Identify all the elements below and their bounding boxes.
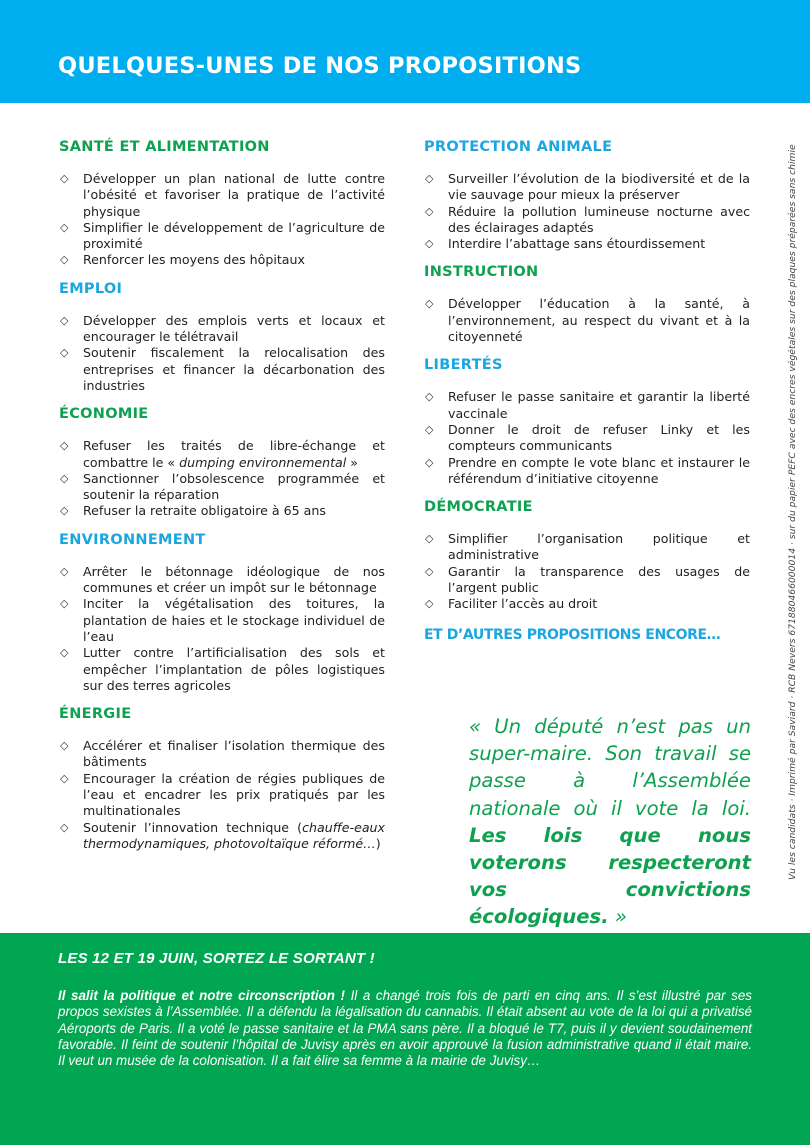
left-column	[59, 137, 385, 862]
footer-body: Il a changé trois fois de parti en cinq ans. Il s’est illustré par ses propos sexistes à l’Assemblée. Il a défendu la légalisation du cannabis. Il était absent au vote de la loi qui a privatisé Aéroports de Paris. Il a voté le passe sanitaire et la PMA sans père. Il a bloqué le T7, puis il y devient soudainement favorable. Il feint de soutenir l’hôpital de Juvisy après en avoir approuvé la fusion administrative quand il était maire. Il veut un musée de la colonisation. Il a fait élire sa femme à la mairie de Juvisy…	[58, 988, 752, 1069]
section-heading: DÉMOCRATIE	[424, 499, 533, 516]
list-item	[59, 820, 385, 853]
section-heading: ÉCONOMIE	[59, 406, 149, 423]
section-sante-et-alimentation	[59, 137, 385, 269]
list-item	[424, 389, 750, 422]
diamond-bullet-icon: ◇	[425, 532, 434, 546]
list-item-text: Arrêter le bétonnage idéologique de nos communes et créer un impôt sur le bétonnage	[83, 563, 385, 596]
section-democratie	[424, 497, 750, 612]
list-item	[59, 345, 385, 394]
proposal-list	[424, 171, 750, 252]
list-item	[59, 220, 385, 253]
diamond-bullet-icon: ◇	[425, 597, 434, 611]
section-economie	[59, 404, 385, 519]
list-item	[424, 204, 750, 237]
list-item-text: Développer des emplois verts et locaux et encourager le télétravail	[83, 312, 385, 345]
section-emploi	[59, 279, 385, 394]
diamond-bullet-icon: ◇	[425, 297, 434, 311]
diamond-bullet-icon: ◇	[60, 597, 69, 611]
list-item-text: Encourager la création de régies publiques de l’eau et encadrer les prix pratiqués par les multinationales	[83, 770, 385, 819]
printing-legal-note: Vu les candidats · Imprimé par Saviard · RCB Nevers 671880466000014 · sur du papier PEFC avec des encres végétales sur des plaques préparées sans chimie	[787, 144, 798, 880]
list-item	[59, 438, 385, 471]
diamond-bullet-icon: ◇	[60, 739, 69, 753]
section-heading: LIBERTÉS	[424, 357, 503, 374]
diamond-bullet-icon: ◇	[60, 771, 69, 785]
quote-open-mark: «	[469, 715, 495, 738]
section-environnement	[59, 530, 385, 694]
list-item	[59, 252, 385, 268]
page-title: QUELQUES-UNES DE NOS PROPOSITIONS	[58, 53, 582, 79]
right-column	[424, 137, 750, 643]
list-item-text: Développer un plan national de lutte contre l’obésité et favoriser la pratique de l’activité physique	[83, 171, 385, 219]
list-item-text: Simplifier l’organisation politique et administrative	[448, 531, 750, 563]
diamond-bullet-icon: ◇	[60, 220, 69, 234]
list-item	[424, 236, 750, 252]
diamond-bullet-icon: ◇	[60, 253, 69, 267]
more-propositions-heading: ET D’AUTRES PROPOSITIONS ENCORE…	[424, 626, 721, 643]
diamond-bullet-icon: ◇	[425, 564, 434, 578]
list-item	[424, 596, 750, 612]
list-item-text: Prendre en compte le vote blanc et instaurer le référendum d’initiative citoyenne	[448, 454, 750, 486]
list-item	[424, 171, 750, 204]
footer-lead: Il salit la politique et notre circonscription !	[58, 988, 345, 1003]
section-energie	[59, 704, 385, 852]
list-item	[59, 471, 385, 504]
section-heading: EMPLOI	[59, 280, 123, 297]
emphasis-text: chauffe-eaux thermodynamiques, photovoltaïque réformé…	[83, 819, 385, 851]
diamond-bullet-icon: ◇	[425, 455, 434, 469]
diamond-bullet-icon: ◇	[425, 422, 434, 436]
list-item	[59, 645, 385, 694]
list-item	[59, 771, 385, 820]
list-item	[424, 531, 750, 564]
list-item-text: Réduire la pollution lumineuse nocturne avec des éclairages adaptés	[448, 203, 750, 235]
section-protection-animale	[424, 137, 750, 252]
list-item	[424, 564, 750, 597]
list-item-text: Faciliter l’accès au droit	[448, 596, 598, 612]
footer-banner	[0, 933, 810, 1145]
diamond-bullet-icon: ◇	[60, 471, 69, 485]
diamond-bullet-icon: ◇	[60, 172, 69, 185]
diamond-bullet-icon: ◇	[425, 172, 434, 185]
list-item-text: Lutter contre l’artificialisation des sols et empêcher l’implantation de pôles logistiques sur des terres agricoles	[83, 645, 385, 693]
list-item	[59, 738, 385, 771]
proposal-list	[59, 564, 385, 694]
proposal-list	[424, 531, 750, 612]
diamond-bullet-icon: ◇	[425, 204, 434, 218]
section-heading: ENVIRONNEMENT	[59, 531, 206, 548]
quote-bold-text: Les lois que nous voterons respecteront vos convictions écologiques.	[469, 823, 751, 929]
list-item-text: Refuser les traités de libre-échange et combattre le « dumping environnemental »	[83, 438, 385, 470]
proposal-list	[59, 313, 385, 394]
list-item-text: Simplifier le développement de l’agriculture de proximité	[83, 219, 385, 252]
list-item	[424, 296, 750, 345]
diamond-bullet-icon: ◇	[425, 390, 434, 404]
quote-close-mark: »	[608, 905, 627, 929]
emphasis-text: dumping environnemental	[179, 454, 347, 470]
section-heading: INSTRUCTION	[424, 264, 539, 281]
list-item-text: Garantir la transparence des usages de l’argent public	[448, 563, 750, 596]
list-item-text: Soutenir fiscalement la relocalisation des entreprises et financer la décarbonation des industries	[83, 345, 385, 393]
footer-text	[58, 988, 752, 1069]
list-item-text: Refuser la retraite obligatoire à 65 ans	[83, 503, 326, 519]
section-heading: ÉNERGIE	[59, 706, 132, 723]
proposal-list	[59, 738, 385, 852]
section-heading: PROTECTION ANIMALE	[424, 139, 613, 155]
proposal-list	[59, 438, 385, 519]
pull-quote	[469, 713, 751, 931]
quote-regular-text: Un député n’est pas un super-maire. Son travail se passe à l’Assemblée nationale où il vote la loi.	[469, 715, 751, 820]
list-item	[59, 503, 385, 519]
list-item-text: Donner le droit de refuser Linky et les compteurs communicants	[448, 421, 750, 454]
list-item-text: Inciter la végétalisation des toitures, la plantation de haies et le stockage individuel de l’eau	[83, 596, 385, 644]
list-item	[424, 455, 750, 488]
header-banner	[0, 0, 810, 103]
section-heading: SANTÉ ET ALIMENTATION	[59, 139, 270, 155]
proposal-list	[424, 296, 750, 345]
list-item	[424, 422, 750, 455]
diamond-bullet-icon: ◇	[60, 646, 69, 660]
diamond-bullet-icon: ◇	[60, 820, 69, 834]
section-libertes	[424, 355, 750, 487]
list-item	[59, 564, 385, 597]
list-item-text: Sanctionner l’obsolescence programmée et soutenir la réparation	[83, 470, 385, 503]
list-item-text: Refuser le passe sanitaire et garantir la liberté vaccinale	[448, 389, 750, 421]
list-item-text: Renforcer les moyens des hôpitaux	[83, 252, 305, 268]
list-item	[59, 596, 385, 645]
list-item-text: Interdire l’abattage sans étourdissement	[448, 236, 706, 252]
diamond-bullet-icon: ◇	[60, 346, 69, 360]
list-item	[59, 171, 385, 220]
diamond-bullet-icon: ◇	[60, 504, 69, 518]
list-item-text: Accélérer et finaliser l’isolation thermique des bâtiments	[83, 738, 385, 770]
list-item-text: Soutenir l’innovation technique (chauffe-eaux thermodynamiques, photovoltaïque réformé…)	[83, 819, 385, 851]
list-item	[59, 313, 385, 346]
diamond-bullet-icon: ◇	[425, 237, 434, 251]
footer-title: LES 12 ET 19 JUIN, SORTEZ LE SORTANT !	[58, 950, 375, 967]
section-instruction	[424, 262, 750, 345]
proposal-list	[424, 389, 750, 487]
proposal-list	[59, 171, 385, 269]
diamond-bullet-icon: ◇	[60, 564, 69, 578]
diamond-bullet-icon: ◇	[60, 439, 69, 453]
list-item-text: Surveiller l’évolution de la biodiversité et de la vie sauvage pour mieux la préserver	[448, 171, 750, 203]
list-item-text: Développer l’éducation à la santé, à l’environnement, au respect du vivant et à la citoyenneté	[448, 296, 750, 345]
diamond-bullet-icon: ◇	[60, 313, 69, 327]
